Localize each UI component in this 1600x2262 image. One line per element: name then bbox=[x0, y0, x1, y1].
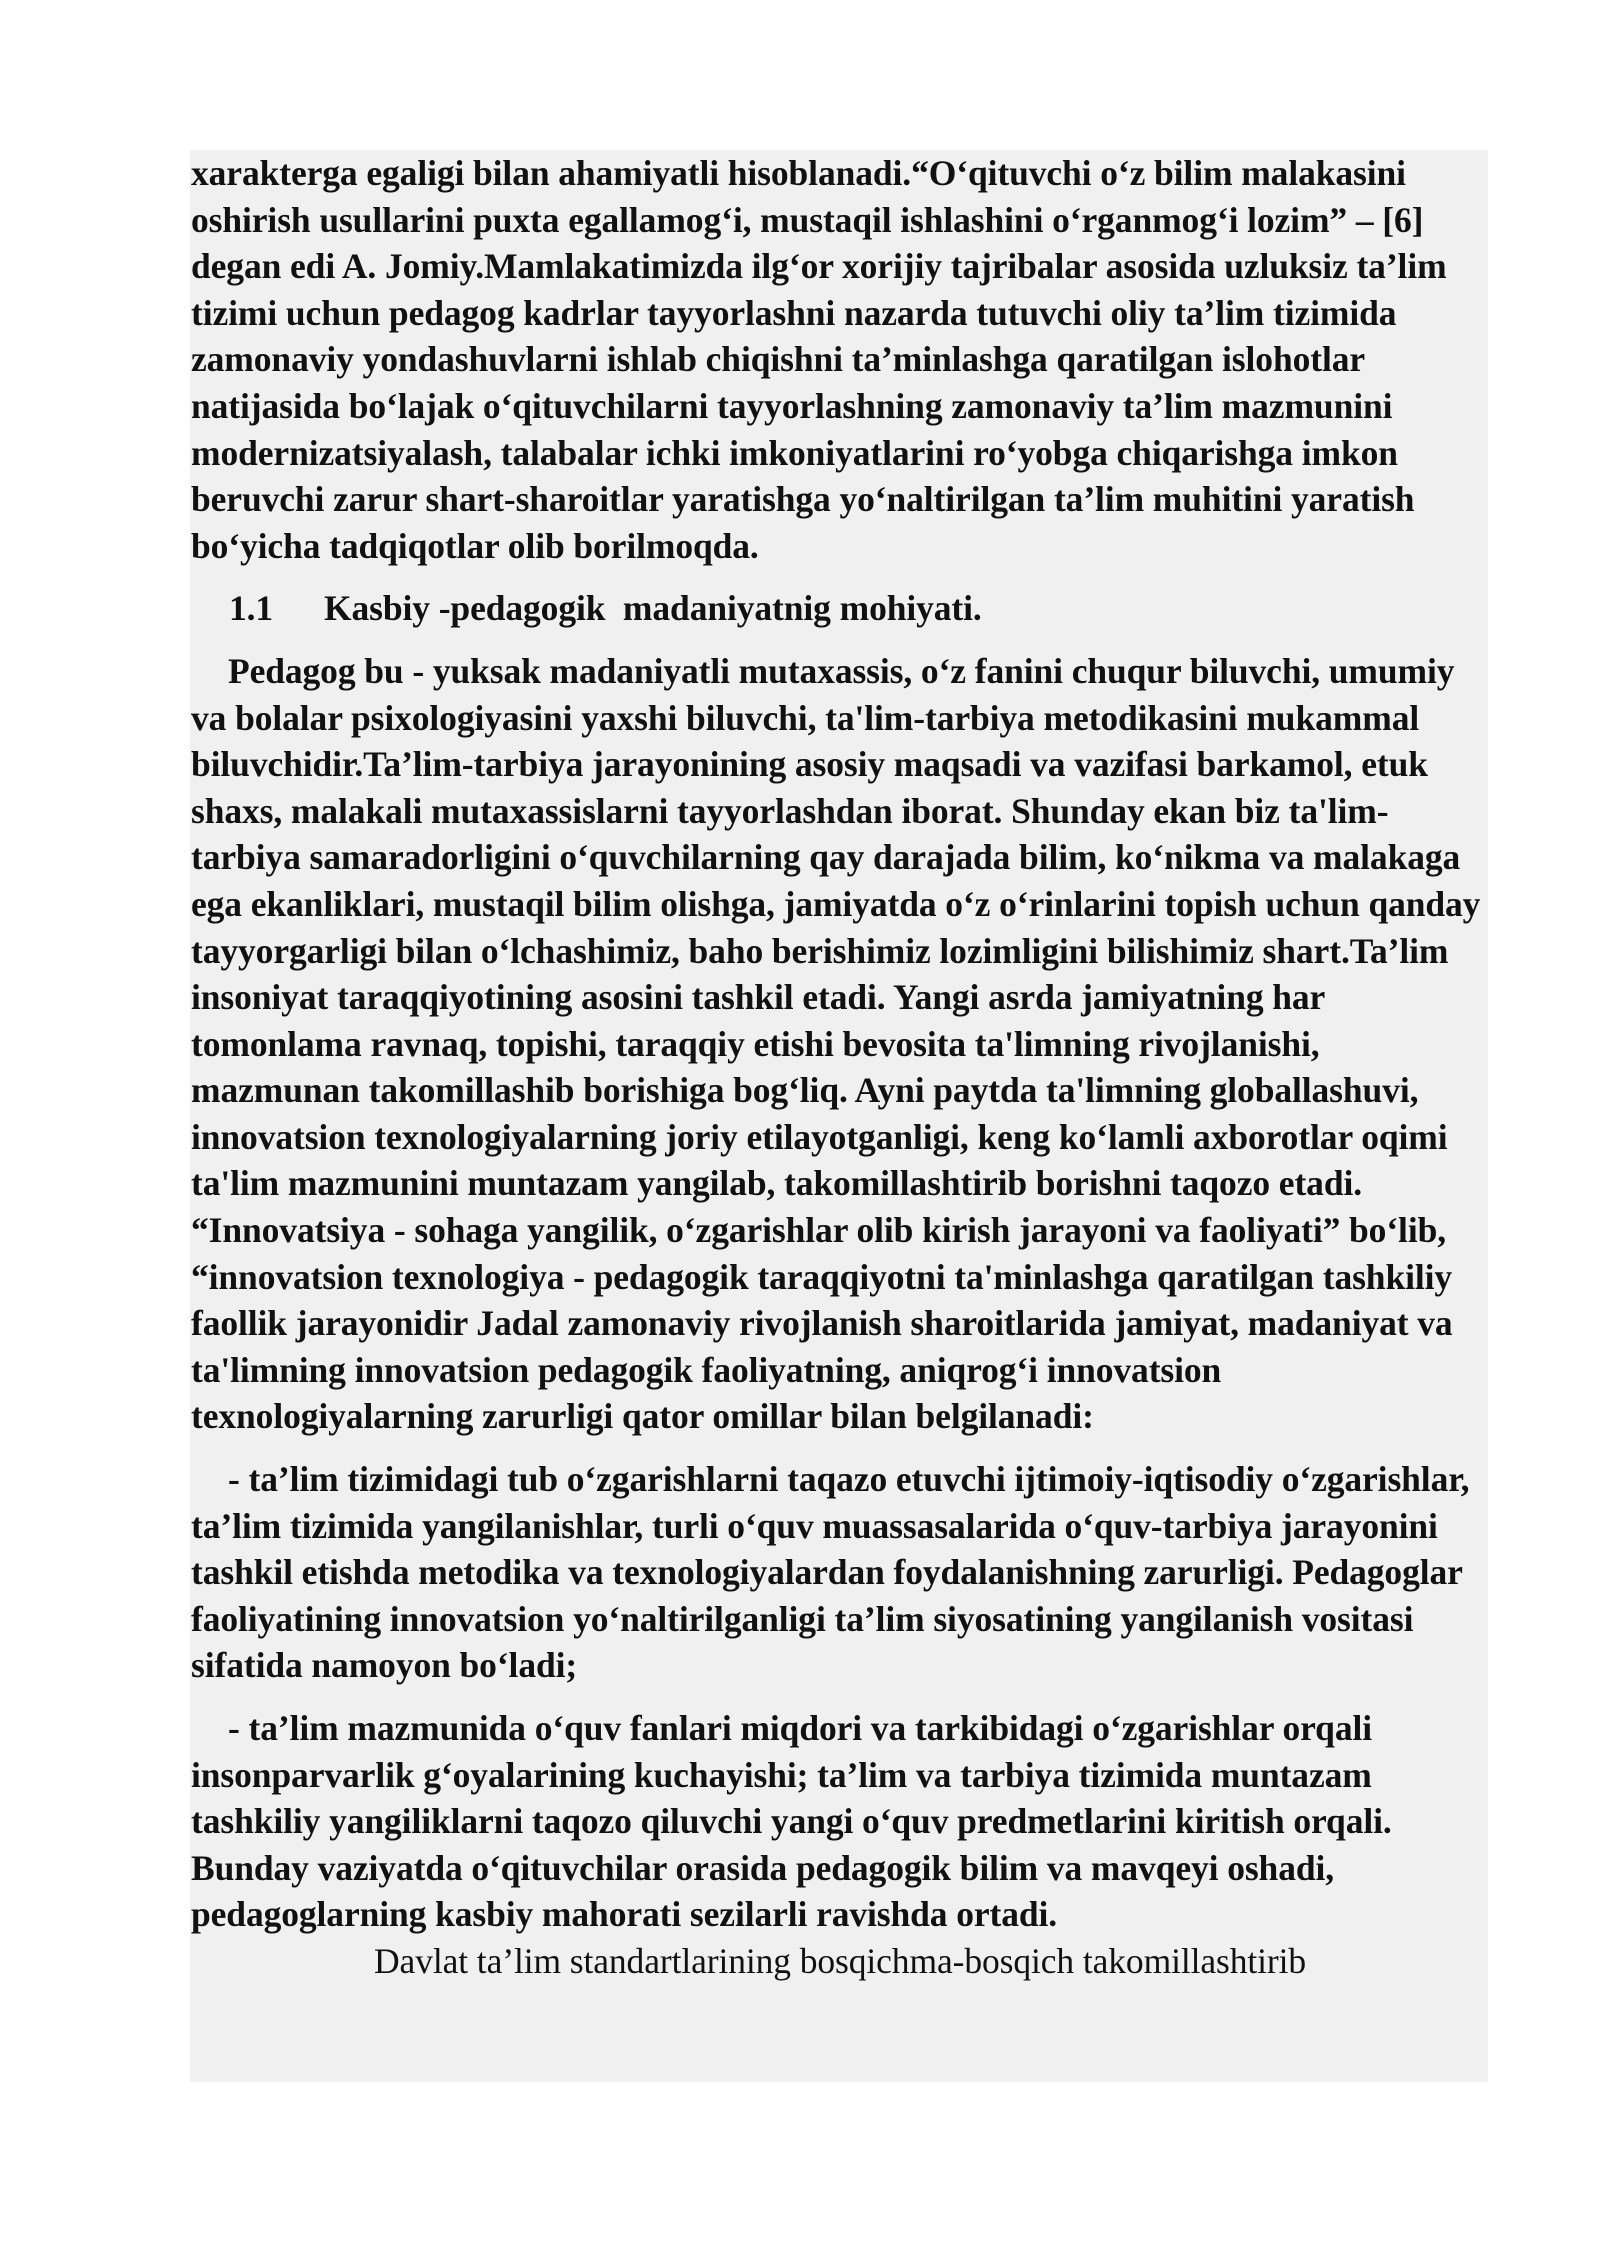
paragraph-4: - ta’lim mazmunida o‘quv fanlari miqdori va tarkibidagi o‘zgarishlar orqali insonparvarlik g‘oyalarining kuchayishi; ta’lim va tarbiya tizimida muntazam tashkiliy yangiliklarni taqozo qiluvchi yangi o‘quv predmetlarini kiritish orqali. Bunday vaziyatda o‘qituvchilar orasida pedagogik bilim va mavqeyi oshadi, pedagoglarning kasbiy mahorati sezilarli ravishda ortadi. bbox=[191, 1708, 1392, 1935]
paragraph-3: - ta’lim tizimidagi tub o‘zgarishlarni taqazo etuvchi ijtimoiy-iqtisodiy o‘zgarishlar, ta’lim tizimida yangilanishlar, turli o‘quv muassasalarida o‘quv-tarbiya jarayonini tashkil etishda metodika va texnologiyalardan foydalanishning zarurligi. Pedagoglar faoliyatining innovatsion yo‘naltirilganligi ta’lim siyosatining yangilanish vositasi sifatida namoyon bo‘ladi; bbox=[191, 1459, 1470, 1686]
paragraph-1: xarakterga egaligi bilan ahamiyatli hisoblanadi.“O‘qituvchi o‘z bilim malakasini oshirish usullarini puxta egallamog‘i, mustaqil ishlashini o‘rganmog‘i lozim” – [6] degan edi A. Jomiy.Mamlakatimizda ilg‘or xorijiy tajribalar asosida uzluksiz ta’lim tizimi uchun pedagog kadrlar tayyorlashni nazarda tutuvchi oliy ta’lim tizimida zamonaviy yondashuvlarni ishlab chiqishni ta’minlashga qaratilgan islohotlar natijasida bo‘lajak o‘qituvchilarni tayyorlashning zamonaviy ta’lim mazmunini modernizatsiyalash, talabalar ichki imkoniyatlarini ro‘yobga chiqarishga imkon beruvchi zarur shart-sharoitlar yaratishga yo‘naltirilgan ta’lim muhitini yaratish bo‘yicha tadqiqotlar olib borilmoqda. bbox=[191, 153, 1447, 566]
document-body bbox=[191, 150, 1491, 1985]
section-number: 1.1 bbox=[229, 588, 274, 629]
paragraph-5-start: Davlat ta’lim standartlarining bosqichma-bosqich takomillashtirib bbox=[374, 1940, 1307, 1981]
paragraph-2: Pedagog bu - yuksak madaniyatli mutaxassis, o‘z fanini chuqur biluvchi, umumiy va bolalar psixologiyasini yaxshi biluvchi, ta'lim-tarbiya metodikasini mukammal biluvchidir.Ta’lim-tarbiya jarayonining asosiy maqsadi va vazifasi barkamol, etuk shaxs, malakali mutaxassislarni tayyorlashdan iborat. Shunday ekan biz ta'lim-tarbiya samaradorligini o‘quvchilarning qay darajada bilim, ko‘nikma va malakaga ega ekanliklari, mustaqil bilim olishga, jamiyatda o‘z o‘rinlarini topish uchun qanday tayyorgarligi bilan o‘lchashimiz, baho berishimiz lozimligini bilishimiz shart.Ta’lim insoniyat taraqqiyotining asosini tashkil etadi. Yangi asrda jamiyatning har tomonlama ravnaq, topishi, taraqqiy etishi bevosita ta'limning rivojlanishi, mazmunan takomillashib borishiga bog‘liq. Ayni paytda ta'limning globallashuvi, innovatsion texnologiyalarning joriy etilayotganligi, keng ko‘lamli axborotlar oqimi ta'lim mazmunini muntazam yangilab, takomillashtirib borishni taqozo etadi. “Innovatsiya - sohaga yangilik, o‘zgarishlar olib kirish jarayoni va faoliyati” bo‘lib, “innovatsion texnologiya - pedagogik taraqqiyotni ta'minlashga qaratilgan tashkiliy faollik jarayonidir Jadal zamonaviy rivojlanish sharoitlarida jamiyat, madaniyat va ta'limning innovatsion pedagogik faoliyatning, aniqrog‘i innovatsion texnologiyalarning zarurligi qator omillar bilan belgilanadi: bbox=[191, 650, 1481, 1437]
section-title: Kasbiy -pedagogik madaniyatnig mohiyati. bbox=[324, 588, 982, 629]
section-heading bbox=[191, 585, 1491, 632]
